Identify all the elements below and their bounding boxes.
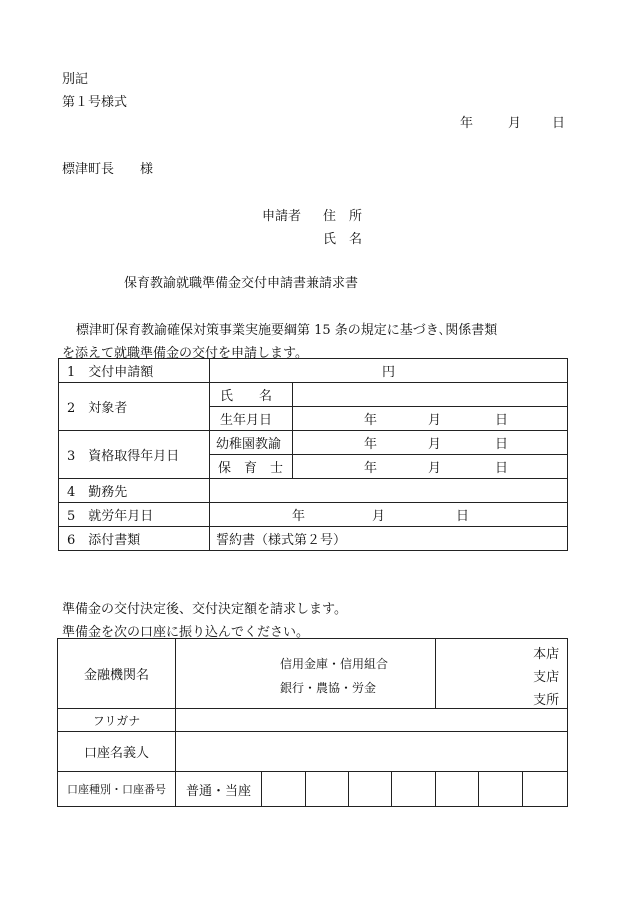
qual1-month: 月 — [427, 437, 441, 452]
application-table — [58, 358, 568, 551]
start-month: 月 — [371, 509, 385, 524]
bank-type-cell[interactable] — [176, 639, 436, 709]
birthdate-month: 月 — [427, 413, 441, 428]
table-row — [59, 527, 568, 551]
target-name-label: 氏 名 — [210, 383, 293, 407]
account-holder-value[interactable] — [176, 732, 568, 772]
table-row — [59, 479, 568, 503]
account-digit-7[interactable] — [523, 772, 568, 807]
birthdate-year: 年 — [363, 413, 377, 428]
attachments-label: 6 添付書類 — [59, 527, 210, 551]
table-row — [58, 639, 568, 709]
applicant-address: 住 所 — [323, 209, 363, 224]
furigana-value[interactable] — [176, 709, 568, 732]
birthdate-label: 生年月日 — [210, 407, 293, 431]
branch-main: 本店 — [533, 647, 560, 662]
qual2-year: 年 — [363, 461, 377, 476]
table-row — [58, 772, 568, 807]
account-digit-6[interactable] — [479, 772, 523, 807]
branch-sub: 支店 — [533, 670, 560, 685]
applicant-label: 申請者 — [262, 209, 302, 224]
birthdate-value[interactable] — [293, 407, 568, 431]
qual1-day: 日 — [494, 437, 508, 452]
addressee: 標津町長 様 — [62, 162, 154, 177]
account-type-number-label: 口座種別・口座番号 — [58, 772, 176, 807]
form-number: 第１号様式 — [62, 95, 128, 110]
amount-label: 1 交付申請額 — [59, 359, 210, 383]
kindergarten-teacher-label: 幼稚園教諭 — [210, 431, 293, 455]
body-line-2: を添えて就職準備金の交付を申請します。 — [62, 346, 308, 361]
table-row — [58, 732, 568, 772]
target-name-value[interactable] — [293, 383, 568, 407]
start-date-value[interactable] — [210, 503, 568, 527]
body-line-1: 標津町保育教諭確保対策事業実施要綱第 15 条の規定に基づき､関係書類 — [76, 323, 498, 338]
date-year: 年 — [460, 116, 474, 131]
annex-label: 別記 — [62, 72, 89, 87]
account-holder-label: 口座名義人 — [58, 732, 176, 772]
account-type: 普通・当座 — [176, 772, 262, 807]
date-month: 月 — [508, 116, 522, 131]
claim-line-2: 準備金を次の口座に振り込んでください。 — [62, 625, 310, 640]
nursery-teacher-label: 保 育 士 — [210, 455, 293, 479]
qual2-day: 日 — [494, 461, 508, 476]
start-date-label: 5 就労年月日 — [59, 503, 210, 527]
branch-office: 支所 — [533, 693, 560, 708]
furigana-label: フリガナ — [58, 709, 176, 732]
table-row — [59, 503, 568, 527]
kindergarten-teacher-date[interactable] — [293, 431, 568, 455]
qual1-year: 年 — [363, 437, 377, 452]
bank-account-table — [57, 638, 568, 807]
account-digit-3[interactable] — [349, 772, 392, 807]
bank-type-2: 銀行・農協・労金 — [280, 681, 377, 695]
account-digit-5[interactable] — [436, 772, 479, 807]
claim-line-1: 準備金の交付決定後、交付決定額を請求します。 — [62, 602, 347, 617]
workplace-value[interactable] — [210, 479, 568, 503]
qualification-label: 3 資格取得年月日 — [59, 431, 210, 479]
document-title: 保育教諭就職準備金交付申請書兼請求書 — [124, 276, 359, 291]
branch-cell[interactable] — [436, 639, 568, 709]
table-row — [58, 709, 568, 732]
account-digit-4[interactable] — [392, 772, 436, 807]
applicant-name: 氏 名 — [323, 232, 363, 247]
table-row — [59, 383, 568, 407]
qual2-month: 月 — [427, 461, 441, 476]
nursery-teacher-date[interactable] — [293, 455, 568, 479]
target-label: 2 対象者 — [59, 383, 210, 431]
attachments-value: 誓約書（様式第２号） — [210, 527, 568, 551]
workplace-label: 4 勤務先 — [59, 479, 210, 503]
account-digit-1[interactable] — [262, 772, 306, 807]
bank-type-1: 信用金庫・信用組合 — [280, 657, 389, 671]
table-row — [59, 431, 568, 455]
table-row — [59, 359, 568, 383]
amount-value: 円 — [210, 359, 568, 383]
birthdate-day: 日 — [494, 413, 508, 428]
start-day: 日 — [455, 509, 469, 524]
account-digit-2[interactable] — [306, 772, 349, 807]
bank-name-label: 金融機関名 — [58, 639, 176, 709]
start-year: 年 — [291, 509, 305, 524]
date-day: 日 — [552, 116, 566, 131]
